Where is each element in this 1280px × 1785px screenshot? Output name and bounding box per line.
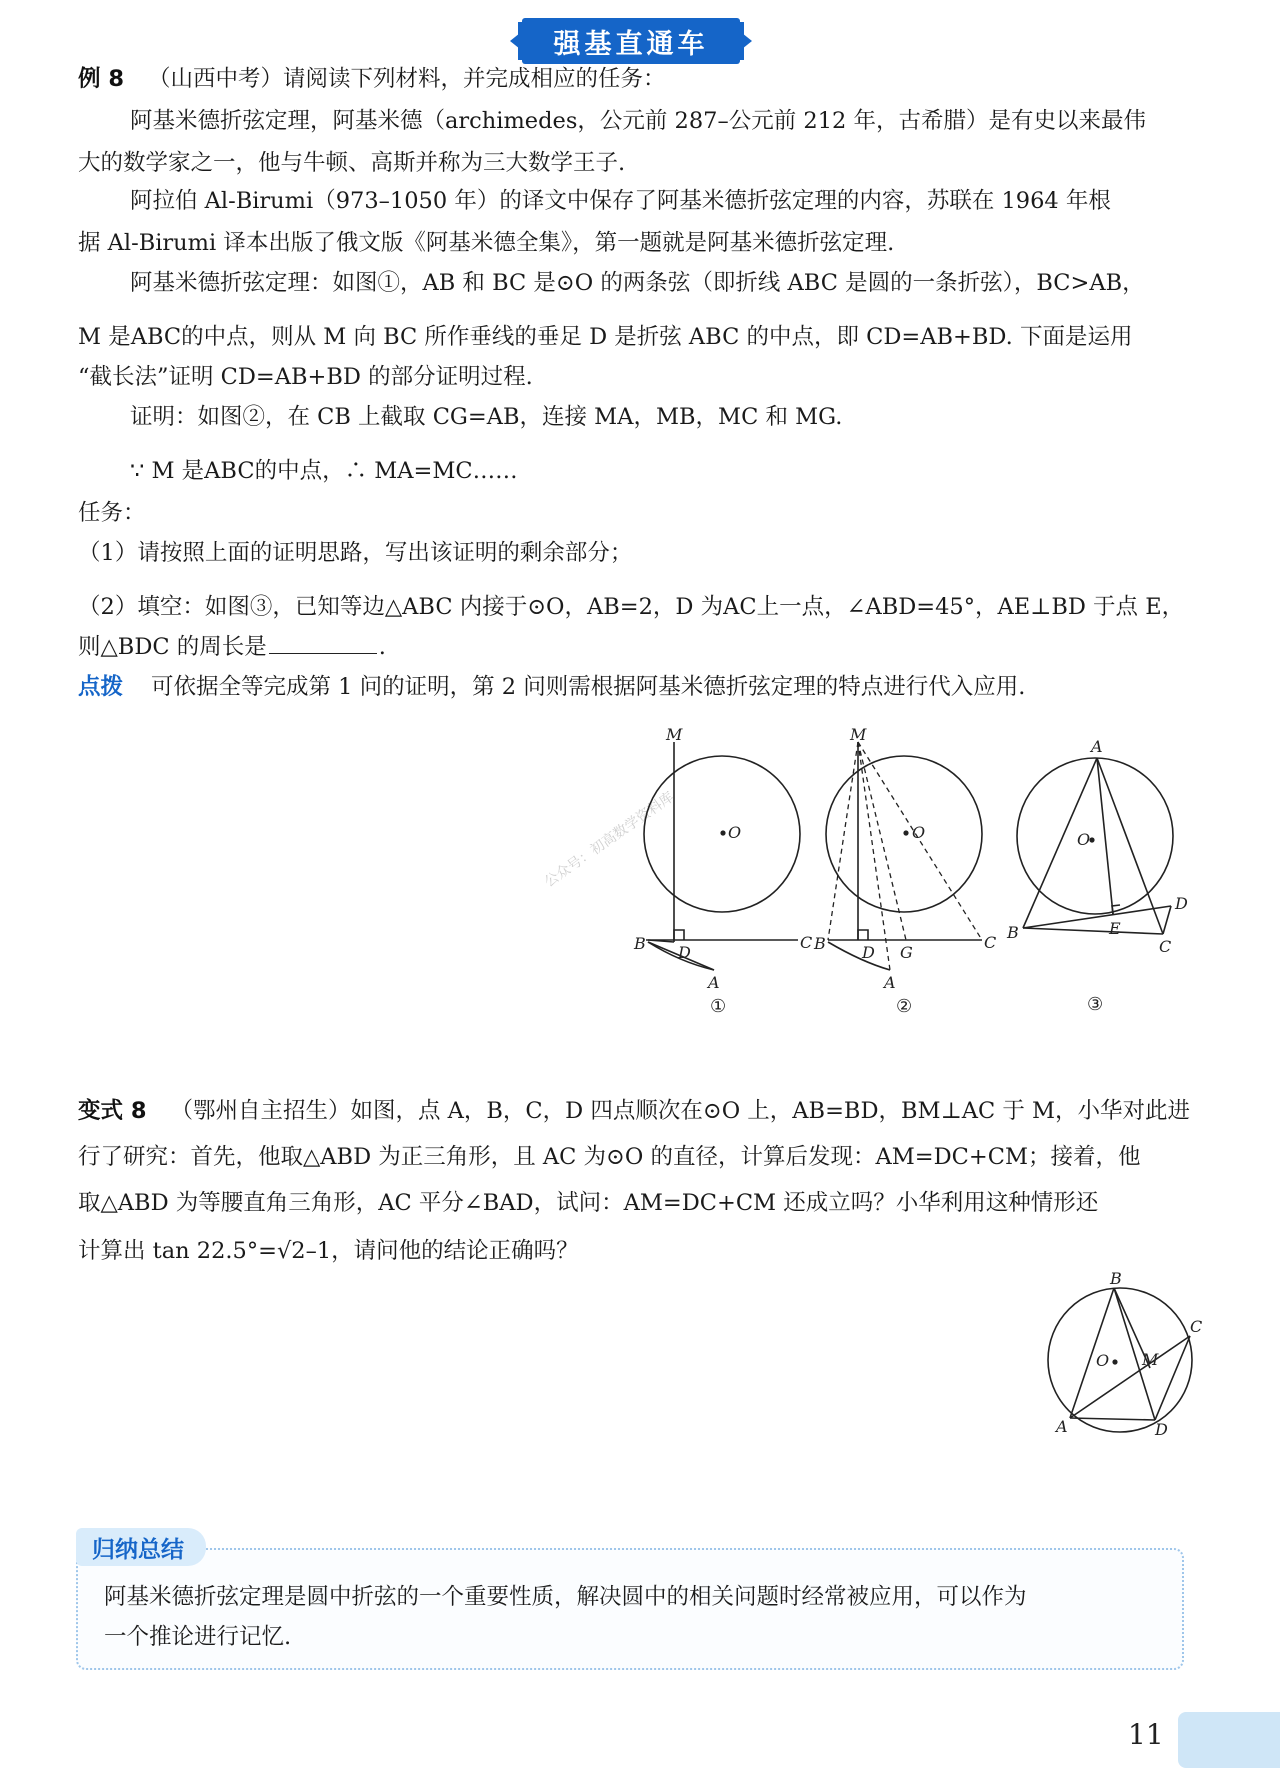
label-a: A xyxy=(1056,1417,1068,1436)
label-o: O xyxy=(912,823,926,842)
variant-line: 行了研究：首先，他取△ABD 为正三角形，且 AC 为⊙O 的直径，计算后发现：AM=DC+CM；接着，他 xyxy=(78,1144,1141,1170)
proof-line: ∵ M 是ABC的中点，∴ MA=MC…… xyxy=(130,458,518,484)
caption-3: ③ xyxy=(1087,994,1104,1015)
circle-o xyxy=(1017,758,1173,914)
task-2-end xyxy=(78,630,1188,664)
figure-4 xyxy=(1040,1269,1210,1440)
label-e: E xyxy=(1109,919,1121,938)
summary-line: 一个推论进行记忆. xyxy=(104,1624,292,1650)
theorem-line: 阿基米德折弦定理：如图①，AB 和 BC 是⊙O 的两条弦（即折线 ABC 是圆的一条折弦），BC>AB， xyxy=(130,270,1145,296)
label-d: D xyxy=(1175,894,1188,913)
task-2-end-period: . xyxy=(378,634,386,660)
caption-2: ② xyxy=(896,996,913,1017)
example-source-line: （山西中考）请阅读下列材料，并完成相应的任务： xyxy=(148,66,666,92)
label-o: O xyxy=(1096,1351,1110,1370)
example-tag: 例 8 xyxy=(78,66,124,92)
label-a: A xyxy=(1091,737,1103,756)
hint-text: 可依据全等完成第 1 问的证明，第 2 问则需根据阿基米德折弦定理的特点进行代入应用. xyxy=(151,674,1026,700)
label-b: B xyxy=(1110,1269,1122,1288)
summary-tag: 归纳总结 xyxy=(76,1528,206,1566)
label-d: D xyxy=(862,943,875,962)
paragraph-line: 据 Al-Birumi 译本出版了俄文版《阿基米德全集》，第一题就是阿基米德折弦定理. xyxy=(78,230,895,256)
label-c: C xyxy=(800,933,813,952)
task-2-end-text: 则△BDC 的周长是 xyxy=(78,634,267,660)
answer-blank[interactable] xyxy=(269,633,377,654)
task-1: （1）请按照上面的证明思路，写出该证明的剩余部分； xyxy=(78,540,633,566)
variant-line: （鄂州自主招生）如图，点 A，B，C，D 四点顺次在⊙O 上，AB=BD，BM⊥AC 于 M，小华对此进 xyxy=(170,1098,1191,1124)
paragraph-line: 大的数学家之一，他与牛顿、高斯并称为三大数学王子. xyxy=(78,150,626,176)
paragraph-line: 阿拉伯 Al-Birumi（973–1050 年）的译文中保存了阿基米德折弦定理的内容，苏联在 1964 年根 xyxy=(130,188,1111,214)
task-heading: 任务： xyxy=(78,500,146,526)
variant-tag: 变式 8 xyxy=(78,1098,147,1124)
label-m: M xyxy=(666,725,683,744)
label-d: D xyxy=(1155,1420,1168,1439)
variant-line: 计算出 tan 22.5°=√2–1，请问他的结论正确吗？ xyxy=(78,1238,579,1264)
label-o: O xyxy=(1077,830,1091,849)
label-a: A xyxy=(884,973,896,992)
watermark: 公众号：初高数学资料库 xyxy=(541,789,678,891)
hint-tag: 点拨 xyxy=(78,674,124,700)
variant-header xyxy=(78,1094,1191,1128)
caption-1: ① xyxy=(710,996,727,1017)
label-g: G xyxy=(900,943,913,962)
label-o: O xyxy=(728,823,742,842)
label-m: M xyxy=(850,725,867,744)
corner-tab xyxy=(1178,1712,1280,1768)
theorem-line: “截长法”证明 CD=AB+BD 的部分证明过程. xyxy=(78,364,533,390)
paragraph-line: 阿基米德折弦定理，阿基米德（archimedes，公元前 287–公元前 212 年，古希腊）是有史以来最伟 xyxy=(130,108,1146,134)
variant-line: 取△ABD 为等腰直角三角形，AC 平分∠BAD，试问：AM=DC+CM 还成立吗？小华利用这种情形还 xyxy=(78,1190,1099,1216)
label-m: M xyxy=(1142,1350,1159,1369)
task-2: （2）填空：如图③，已知等边△ABC 内接于⊙O，AB=2，D 为AC上一点，∠ABD=45°，AE⊥BD 于点 E， xyxy=(78,594,1185,620)
summary-line: 阿基米德折弦定理是圆中折弦的一个重要性质，解决圆中的相关问题时经常被应用，可以作为 xyxy=(104,1584,1027,1610)
label-d: D xyxy=(678,943,691,962)
figure-3 xyxy=(1005,728,1205,1020)
label-c: C xyxy=(984,933,997,952)
example-header xyxy=(78,62,1188,96)
label-c: C xyxy=(1159,937,1172,956)
proof-line: 证明：如图②，在 CB 上截取 CG=AB，连接 MA，MB，MC 和 MG. xyxy=(130,404,843,430)
label-b: B xyxy=(814,934,826,953)
label-c: C xyxy=(1190,1317,1203,1336)
hint-line xyxy=(78,670,1188,704)
section-banner: 强基直通车 xyxy=(522,18,740,64)
theorem-line: M 是ABC的中点，则从 M 向 BC 所作垂线的垂足 D 是折弦 ABC 的中点，即 CD=AB+BD. 下面是运用 xyxy=(78,324,1133,350)
page-number: 11 xyxy=(1128,1718,1164,1751)
label-a: A xyxy=(708,973,720,992)
figure-2 xyxy=(814,725,1003,1020)
label-b: B xyxy=(634,934,646,953)
figure-1 xyxy=(634,725,820,1020)
label-b: B xyxy=(1007,923,1019,942)
